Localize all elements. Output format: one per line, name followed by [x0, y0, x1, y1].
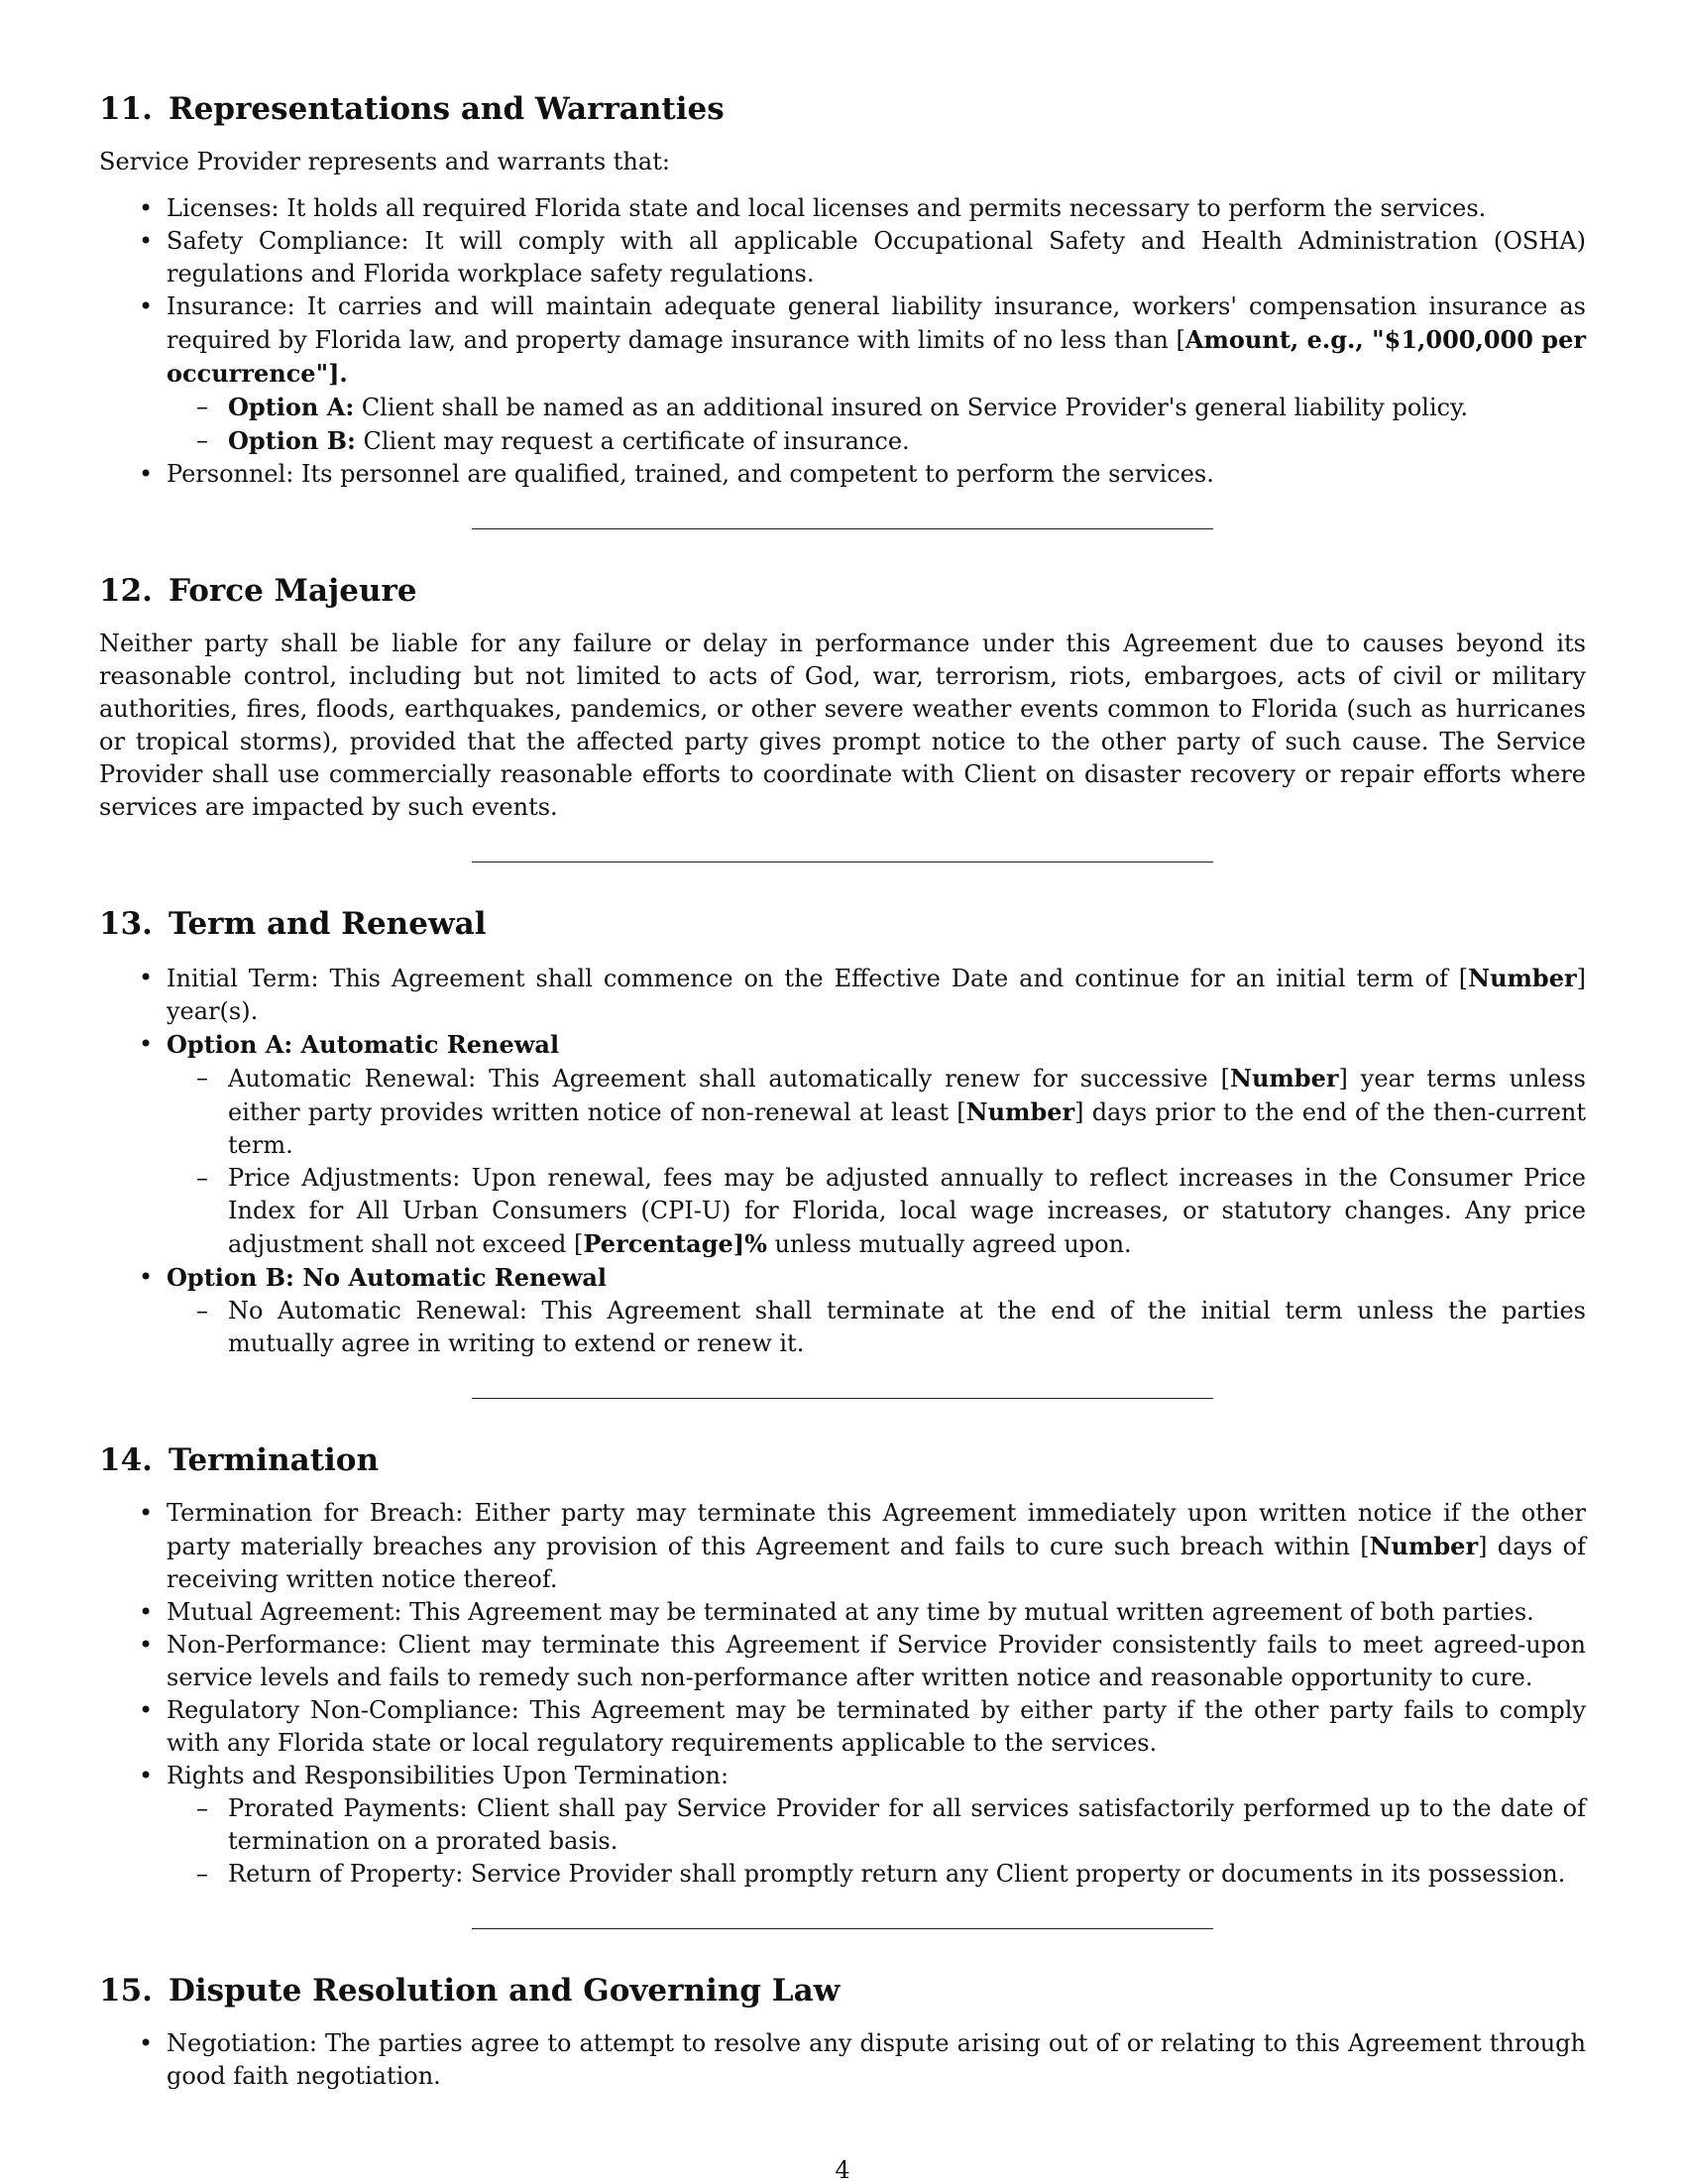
- list-item: – Automatic Renewal: This Agreement shall automatically renew for successive [Number] year terms unless either party provides written notice of non-renewal at least [Number] days prior to the end of the then-current term.: [167, 1062, 1586, 1162]
- list-item: – Return of Property: Service Provider shall promptly return any Client property or documents in its possession.: [167, 1858, 1586, 1891]
- list-item: • Regulatory Non-Compliance: This Agreement may be terminated by either party if the other party fails to comply with any Florida state or local regulatory requirements applicable to the services.: [99, 1694, 1586, 1760]
- termination-list: [99, 1497, 1586, 1891]
- list-item: • Initial Term: This Agreement shall commence on the Effective Date and continue for an initial term of [Number] year(s).: [99, 962, 1586, 1028]
- warranties-list: [99, 192, 1586, 491]
- list-item: • Option A: Automatic Renewal – Automatic Renewal: This Agreement shall automatically renew for successive [Number] year terms unless either party provides written notice of non-renewal at least [Number] days prior to the end of the then-current term. – Price Adjustments: Upon renewal, fees may be adjusted annually to reflect increases in the Consumer Price Index for All Urban Consumers (CPI-U) for Florida, local wage increases, or statutory changes. Any price adjustment shall not exceed [Percentage]% unless mutually agreed upon.: [99, 1028, 1586, 1261]
- list-item: • Personnel: Its personnel are qualified, trained, and competent to perform the services.: [99, 458, 1586, 491]
- document-page: [99, 91, 1586, 2093]
- section-divider: [472, 528, 1213, 529]
- section-heading-15: 15. Dispute Resolution and Governing Law: [99, 1972, 841, 2009]
- section-heading-13: 13. Term and Renewal: [99, 906, 487, 943]
- list-item: • Option B: No Automatic Renewal – No Automatic Renewal: This Agreement shall terminate at the end of the initial term unless the parties mutually agree in writing to extend or renew it.: [99, 1261, 1586, 1360]
- section-body: Neither party shall be liable for any failure or delay in performance under this Agreement due to causes beyond its reasonable control, including but not limited to acts of God, war, terrorism, riots, embargoes, acts of civil or military authorities, fires, floods, earthquakes, pandemics, or other severe weather events common to Florida (such as hurricanes or tropical storms), provided that the affected party gives prompt notice to the other party of such cause. The Service Provider shall use commercially reasonable efforts to coordinate with Client on disaster recovery or repair efforts where services are impacted by such events.: [99, 630, 1586, 822]
- list-item: • Non-Performance: Client may terminate this Agreement if Service Provider consistently fails to meet agreed-upon service levels and fails to remedy such non-performance after written notice and reasonable opportunity to cure.: [99, 1629, 1586, 1694]
- section-divider: [472, 1398, 1213, 1399]
- insurance-options: [167, 391, 1586, 458]
- list-item: • Negotiation: The parties agree to attempt to resolve any dispute arising out of or relating to this Agreement through good faith negotiation.: [99, 2027, 1586, 2093]
- section-heading-11: 11. Representations and Warranties: [99, 91, 725, 127]
- dispute-list: [99, 2027, 1586, 2093]
- term-list: [99, 962, 1586, 1360]
- section-divider: [472, 1928, 1213, 1929]
- page-number: 4: [835, 2156, 850, 2184]
- list-item: • Insurance: It carries and will maintain adequate general liability insurance, workers' compensation insurance as required by Florida law, and property damage insurance with limits of no less than [Amount, e.g., "$1,000,000 per occurrence"]. – Option A: Client shall be named as an additional insured on Service Provider's general liability policy. – Option B: Client may request a certificate of insurance.: [99, 290, 1586, 458]
- list-item: • Mutual Agreement: This Agreement may be terminated at any time by mutual written agreement of both parties.: [99, 1596, 1586, 1629]
- section-heading-14: 14. Termination: [99, 1441, 380, 1478]
- list-item: • Rights and Responsibilities Upon Termination: – Prorated Payments: Client shall pay Service Provider for all services satisfactorily performed up to the date of termination on a prorated basis. – Return of Property: Service Provider shall promptly return any Client property or documents in its possession.: [99, 1760, 1586, 1891]
- list-item: • Termination for Breach: Either party may terminate this Agreement immediately upon written notice if the other party materially breaches any provision of this Agreement and fails to cure such breach within [Number] days of receiving written notice thereof.: [99, 1497, 1586, 1596]
- list-item: – Prorated Payments: Client shall pay Service Provider for all services satisfactorily performed up to the date of termination on a prorated basis.: [167, 1792, 1586, 1858]
- list-item: • Licenses: It holds all required Florida state and local licenses and permits necessary to perform the services.: [99, 192, 1586, 225]
- list-item: • Safety Compliance: It will comply with all applicable Occupational Safety and Health Administration (OSHA) regulations and Florida workplace safety regulations.: [99, 225, 1586, 290]
- section-heading-12: 12. Force Majeure: [99, 573, 417, 610]
- list-item: – Option B: Client may request a certificate of insurance.: [167, 424, 1586, 458]
- list-item: – Price Adjustments: Upon renewal, fees may be adjusted annually to reflect increases in the Consumer Price Index for All Urban Consumers (CPI-U) for Florida, local wage increases, or statutory changes. Any price adjustment shall not exceed [Percentage]% unless mutually agreed upon.: [167, 1162, 1586, 1261]
- list-item: – No Automatic Renewal: This Agreement shall terminate at the end of the initial term unless the parties mutually agree in writing to extend or renew it.: [167, 1295, 1586, 1360]
- list-item: – Option A: Client shall be named as an additional insured on Service Provider's general liability policy.: [167, 391, 1586, 424]
- section-intro: Service Provider represents and warrants that:: [99, 148, 670, 176]
